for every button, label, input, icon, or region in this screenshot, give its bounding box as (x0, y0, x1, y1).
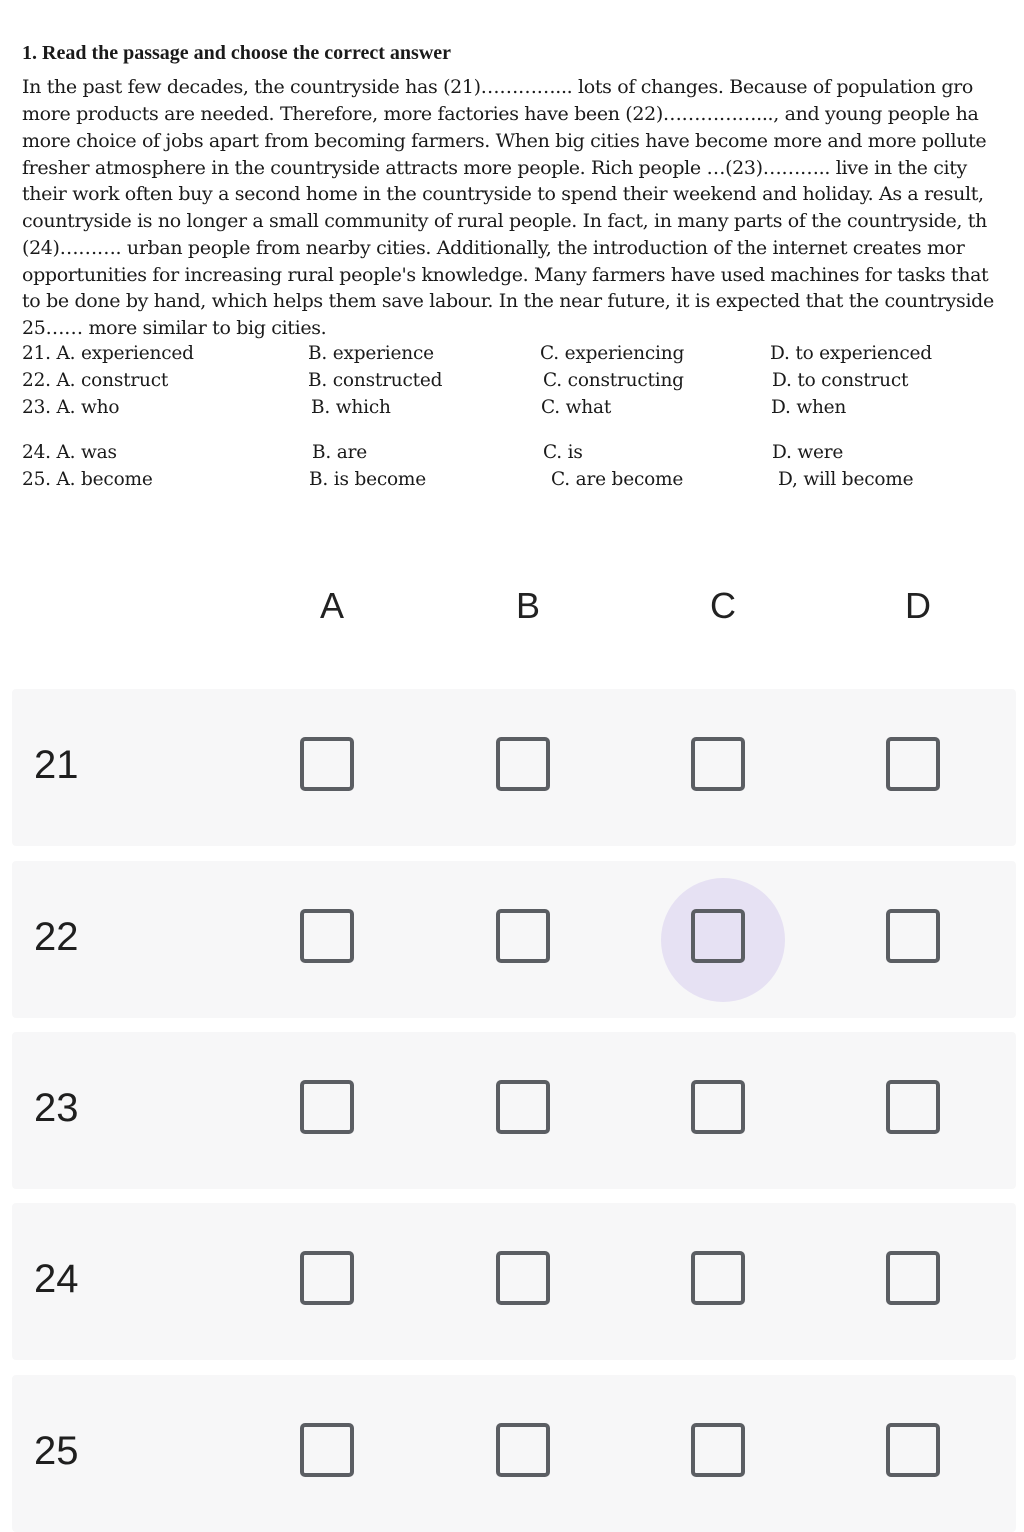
passage-line: opportunities for increasing rural people's knowledge. Many farmers have used machines for tasks that (22, 264, 989, 286)
checkbox-23-b[interactable] (496, 1080, 550, 1134)
checkbox-22-a[interactable] (300, 909, 354, 963)
question-heading: 1. Read the passage and choose the correct answer (22, 42, 452, 64)
option-22-d: D. to construct (772, 370, 909, 391)
option-21-b: B. experience (308, 343, 434, 364)
option-23-b: B. which (311, 397, 391, 418)
passage-line: fresher atmosphere in the countryside attracts more people. Rich people …(23)……….. live in the city (22, 157, 967, 179)
option-22-b: B. constructed (308, 370, 443, 391)
option-24-a: 24. A. was (22, 442, 117, 463)
checkbox-21-d[interactable] (886, 737, 940, 791)
checkbox-22-c[interactable] (691, 909, 745, 963)
checkbox-21-a[interactable] (300, 737, 354, 791)
checkbox-25-d[interactable] (886, 1423, 940, 1477)
column-header-d: D (905, 585, 931, 626)
option-24-b: B. are (312, 442, 367, 463)
checkbox-24-c[interactable] (691, 1251, 745, 1305)
option-21-c: C. experiencing (540, 343, 685, 364)
option-25-d: D, will become (778, 469, 914, 490)
answer-row-22 (12, 861, 1016, 1018)
option-23-c: C. what (541, 397, 612, 418)
passage-line: to be done by hand, which helps them save labour. In the near future, it is expected that the countryside (22, 290, 994, 312)
checkbox-24-d[interactable] (886, 1251, 940, 1305)
checkbox-25-c[interactable] (691, 1423, 745, 1477)
passage-line: (24)………. urban people from nearby cities. Additionally, the introduction of the internet creates mor (22, 237, 965, 259)
column-header-a: A (319, 585, 344, 626)
option-25-a: 25. A. become (22, 469, 153, 490)
answer-row-23 (12, 1032, 1016, 1189)
column-header-c: C (710, 585, 736, 626)
row-label: 23 (34, 1086, 79, 1130)
answer-row-24 (12, 1203, 1016, 1360)
row-label: 25 (34, 1429, 79, 1473)
checkbox-24-a[interactable] (300, 1251, 354, 1305)
option-24-d: D. were (772, 442, 844, 463)
row-label: 24 (34, 1257, 79, 1301)
checkbox-21-c[interactable] (691, 737, 745, 791)
checkbox-23-d[interactable] (886, 1080, 940, 1134)
checkbox-23-a[interactable] (300, 1080, 354, 1134)
passage-line: countryside is no longer a small community of rural people. In fact, in many parts of the countryside, th (22, 210, 987, 232)
row-label: 22 (34, 915, 79, 959)
option-23-a: 23. A. who (22, 397, 120, 418)
answer-row-21 (12, 689, 1016, 846)
checkbox-23-c[interactable] (691, 1080, 745, 1134)
passage-line: more choice of jobs apart from becoming farmers. When big cities have become more and more pollute (22, 130, 987, 152)
checkbox-25-b[interactable] (496, 1423, 550, 1477)
checkbox-22-d[interactable] (886, 909, 940, 963)
option-24-c: C. is (543, 442, 583, 463)
option-23-d: D. when (771, 397, 847, 418)
checkbox-25-a[interactable] (300, 1423, 354, 1477)
option-22-c: C. constructing (543, 370, 684, 391)
row-label: 21 (34, 743, 79, 787)
checkbox-24-b[interactable] (496, 1251, 550, 1305)
checkbox-21-b[interactable] (496, 737, 550, 791)
column-header-b: B (515, 585, 540, 626)
option-22-a: 22. A. construct (22, 370, 169, 391)
checkbox-22-b[interactable] (496, 909, 550, 963)
passage-line: their work often buy a second home in the countryside to spend their weekend and holiday. As a result, (22, 183, 984, 205)
passage-line: more products are needed. Therefore, more factories have been (22)……………..., and young people ha (22, 103, 979, 125)
option-25-b: B. is become (309, 469, 427, 490)
option-21-a: 21. A. experienced (22, 343, 194, 364)
option-21-d: D. to experienced (770, 343, 932, 364)
option-25-c: C. are become (551, 469, 684, 490)
passage-image (0, 0, 1024, 520)
answer-row-25 (12, 1375, 1016, 1532)
passage-line: In the past few decades, the countryside has (21)…………... lots of changes. Because of population gro (22, 76, 973, 98)
passage-line: 25…… more similar to big cities. (22, 317, 327, 339)
